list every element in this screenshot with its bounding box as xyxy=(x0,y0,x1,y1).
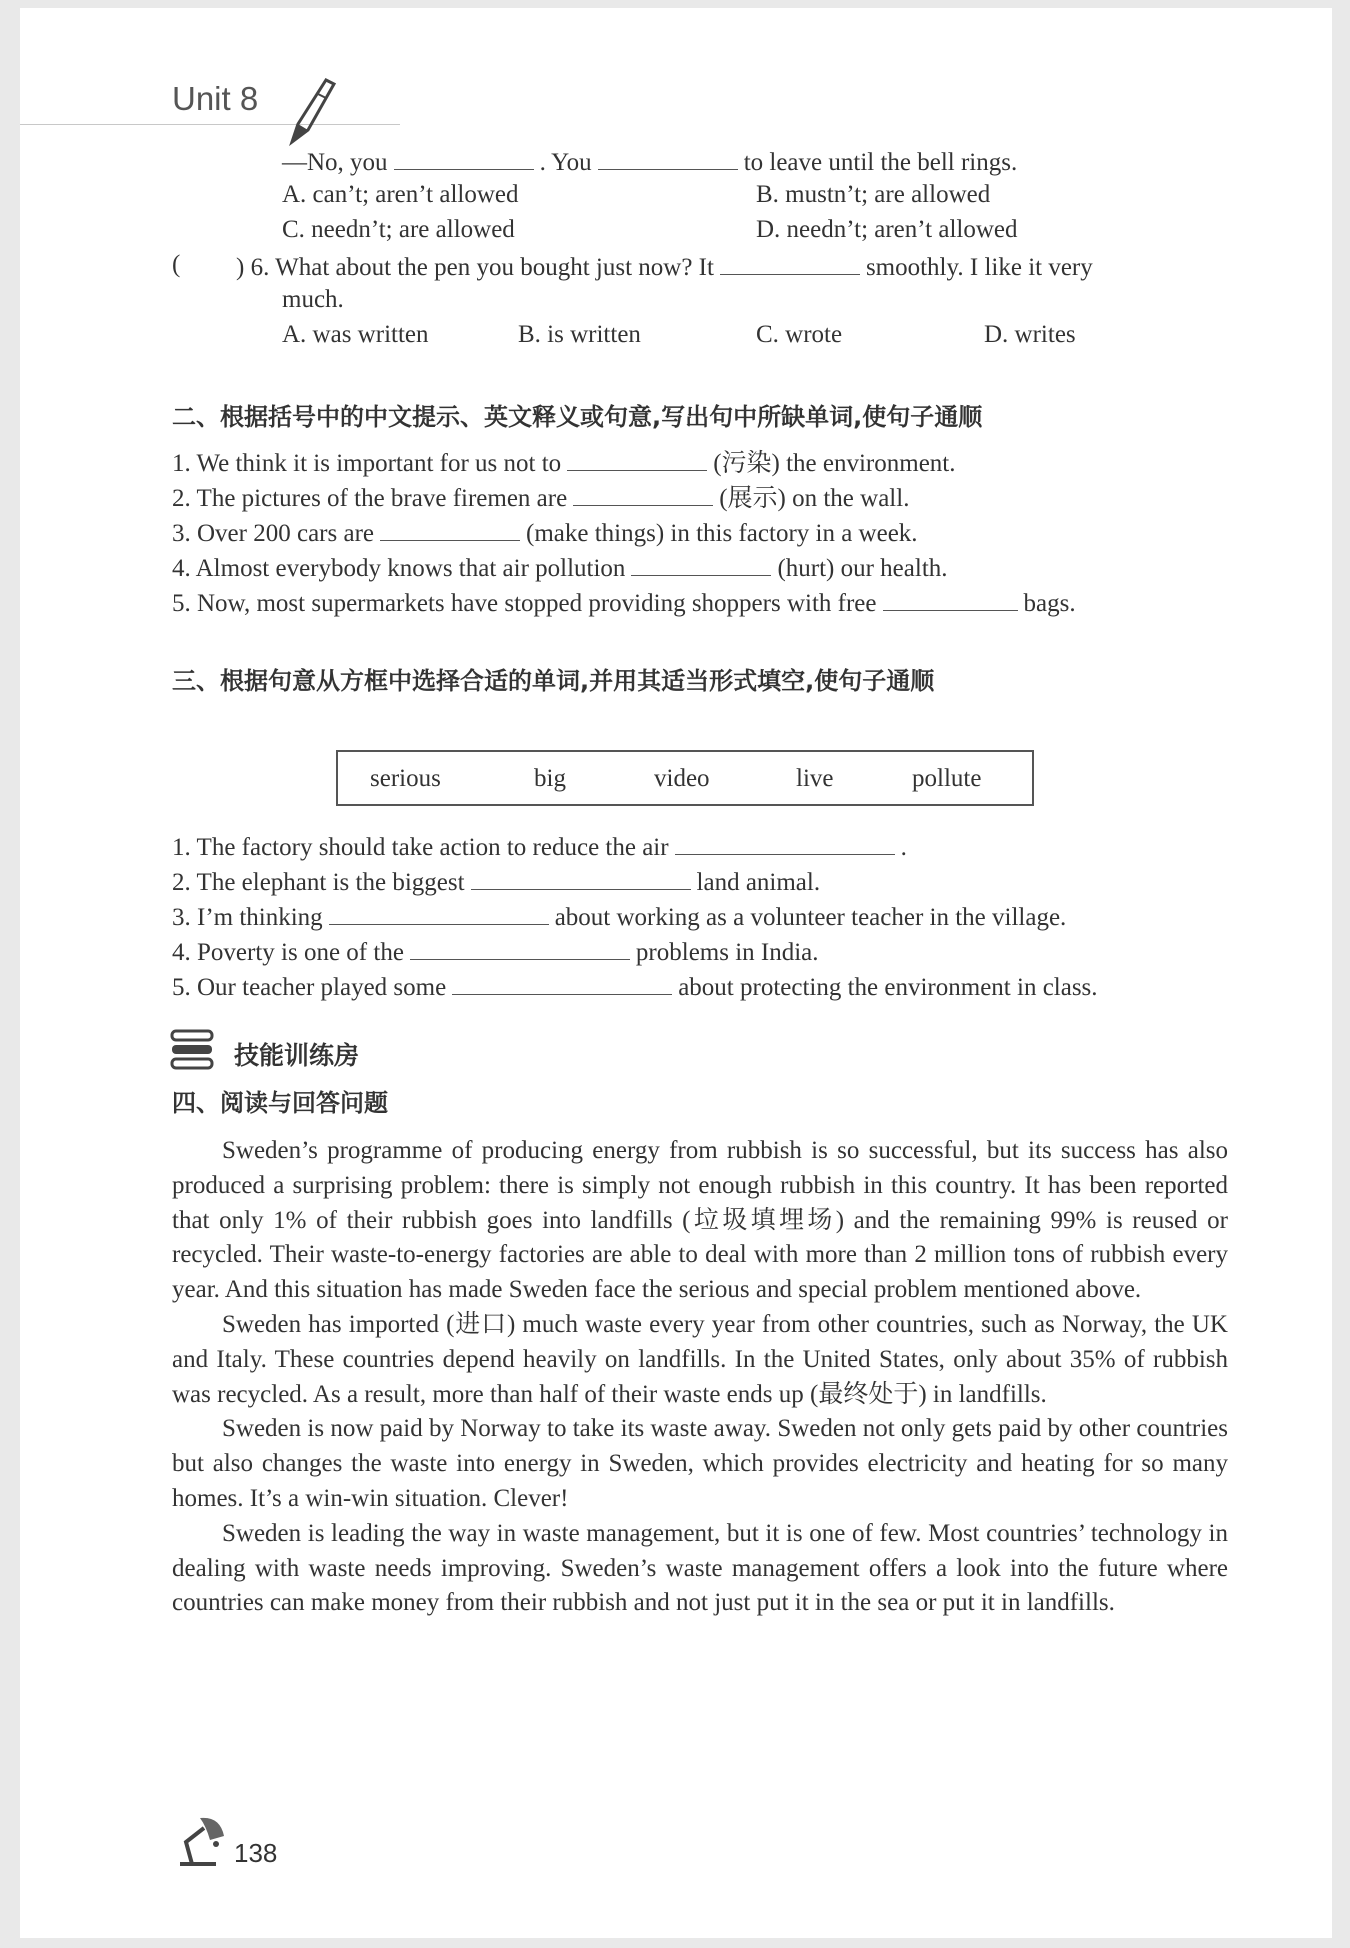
list-item: 1. The factory should take action to reduce the air . xyxy=(172,830,907,863)
q6-answer-paren[interactable]: ( xyxy=(172,251,181,278)
section4-heading: 四、阅读与回答问题 xyxy=(172,1089,388,1117)
q6-option-b: B. is written xyxy=(518,321,641,348)
word-option: serious xyxy=(370,765,441,792)
answer-blank[interactable] xyxy=(675,830,895,855)
answer-blank[interactable] xyxy=(720,250,860,275)
passage-paragraph: Sweden’s programme of producing energy from rubbish is so successful, but its success has also produced a surprising problem: there is simply not enough rubbish in this country. It has been reported that only 1% of their rubbish goes into landfills (垃圾填埋场) and the remaining 99% is reused or recycled. Their waste-to-energy factories are able to deal with more than 2 million tons of rubbish every year. And this situation has made Sweden face the serious and special problem mentioned above. xyxy=(172,1137,1228,1304)
answer-blank[interactable] xyxy=(631,551,771,576)
passage-paragraph: Sweden has imported (进口) much waste every year from other countries, such as Norway, the UK and Italy. These countries depend heavily on landfills. In the United States, only about 35% of rubbish was recycled. As a result, more than half of their waste ends up (最终处于) in landfills. xyxy=(172,1310,1228,1408)
answer-blank[interactable] xyxy=(573,481,713,506)
q6-option-d: D. writes xyxy=(984,321,1076,348)
word-box xyxy=(336,750,1034,806)
word-option: pollute xyxy=(912,765,982,792)
q5-prompt: —No, you . You to leave until the bell rings. xyxy=(282,145,1017,178)
answer-blank[interactable] xyxy=(380,516,520,541)
passage-paragraph: Sweden is leading the way in waste management, but it is one of few. Most countries’ technology in dealing with waste needs improving. Sweden’s waste management offers a look into the future where countries can make money from their rubbish and not just put it in the sea or put it in landfills. xyxy=(172,1519,1228,1617)
answer-blank[interactable] xyxy=(452,970,672,995)
list-item: 5. Our teacher played some about protecting the environment in class. xyxy=(172,970,1098,1003)
desk-lamp-icon xyxy=(170,1814,230,1868)
page-number: 138 xyxy=(234,1838,278,1868)
answer-blank[interactable] xyxy=(567,446,707,471)
answer-blank[interactable] xyxy=(329,900,549,925)
answer-blank[interactable] xyxy=(883,586,1018,611)
q6-prompt-continued: much. xyxy=(282,286,344,313)
q5-option-b: B. mustn’t; are allowed xyxy=(756,181,991,208)
list-item: 4. Almost everybody knows that air pollution (hurt) our health. xyxy=(172,551,948,584)
list-item: 2. The elephant is the biggest land animal. xyxy=(172,865,820,898)
list-item: 3. Over 200 cars are (make things) in this factory in a week. xyxy=(172,516,918,549)
answer-blank[interactable] xyxy=(471,865,691,890)
q6-option-a: A. was written xyxy=(282,321,429,348)
stack-icon xyxy=(170,1028,214,1072)
section3-heading: 三、根据句意从方框中选择合适的单词,并用其适当形式填空,使句子通顺 xyxy=(172,667,935,695)
list-item: 3. I’m thinking about working as a volunteer teacher in the village. xyxy=(172,900,1066,933)
reading-passage xyxy=(172,1134,1228,1621)
q6-prompt: ) 6. What about the pen you bought just now? It smoothly. I like it very xyxy=(236,250,1093,283)
q5-option-a: A. can’t; aren’t allowed xyxy=(282,181,519,208)
section2-heading: 二、根据括号中的中文提示、英文释义或句意,写出句中所缺单词,使句子通顺 xyxy=(172,403,983,431)
list-item: 2. The pictures of the brave firemen are (展示) on the wall. xyxy=(172,481,909,514)
list-item: 1. We think it is important for us not to (污染) the environment. xyxy=(172,446,956,479)
answer-blank[interactable] xyxy=(394,145,534,170)
passage-paragraph: Sweden is now paid by Norway to take its waste away. Sweden not only gets paid by other countries but also changes the waste into energy in Sweden, which provides electricity and heating for so many homes. It’s a win-win situation. Clever! xyxy=(172,1415,1228,1512)
word-option: video xyxy=(654,765,710,792)
worksheet-page xyxy=(20,8,1332,1938)
q6-option-c: C. wrote xyxy=(756,321,843,348)
list-item: 5. Now, most supermarkets have stopped providing shoppers with free bags. xyxy=(172,586,1076,619)
q5-option-d: D. needn’t; aren’t allowed xyxy=(756,216,1018,243)
word-option: live xyxy=(796,765,834,792)
skills-title: 技能训练房 xyxy=(234,1041,360,1070)
list-item: 4. Poverty is one of the problems in India. xyxy=(172,935,819,968)
answer-blank[interactable] xyxy=(598,145,738,170)
unit-title: Unit 8 xyxy=(172,80,259,117)
answer-blank[interactable] xyxy=(410,935,630,960)
q5-option-c: C. needn’t; are allowed xyxy=(282,216,515,243)
pen-icon xyxy=(278,72,344,146)
word-option: big xyxy=(534,765,566,792)
